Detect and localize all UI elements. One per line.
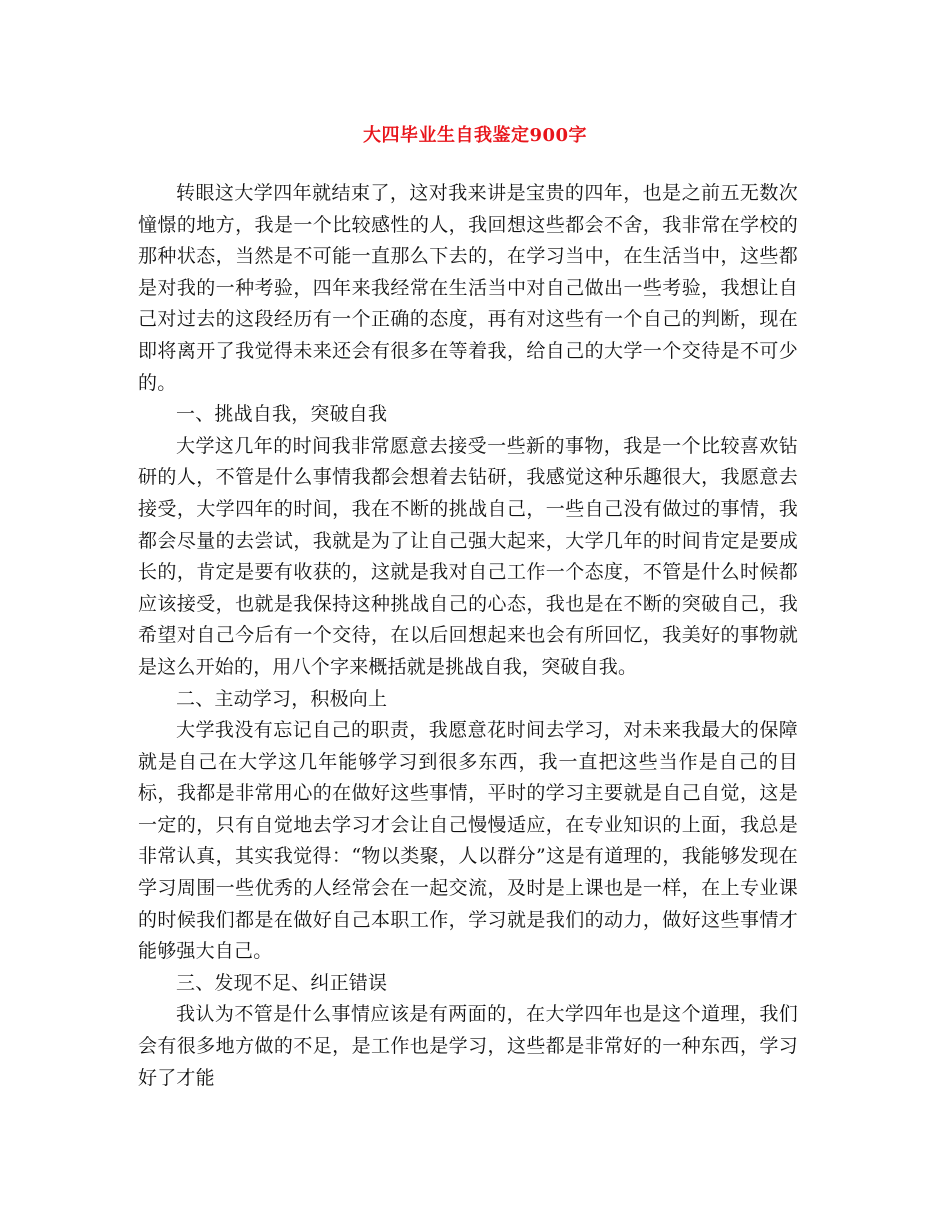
paragraph-section-3: 我认为不管是什么事情应该是有两面的，在大学四年也是这个道理，我们会有很多地方做的不足，是工作也是学习，这些都是非常好的一种东西，学习好了才能 [138, 1003, 798, 1089]
section-heading-2: 二、主动学习，积极向上 [176, 687, 388, 710]
paragraph-section-1: 大学这几年的时间我非常愿意去接受一些新的事物，我是一个比较喜欢钻研的人，不管是什么事情我都会想着去钻研，我感觉这种乐趣很大，我愿意去接受，大学四年的时间，我在不断的挑战自己，一些自己没有做过的事情，我都会尽量的去尝试，我就是为了让自己强大起来，大学几年的时间肯定是要成长的，肯定是要有收获的，这就是我对自己工作一个态度，不管是什么时候都应该接受，也就是我保持这种挑战自己的心态，我也是在不断的突破自己，我希望对自己今后有一个交待，在以后回想起来也会有所回忆，我美好的事物就是这么开始的，用八个字来概括就是挑战自我，突破自我。 [138, 434, 798, 678]
section-heading-1: 一、挑战自我，突破自我 [176, 403, 388, 426]
document-body [138, 178, 798, 1094]
paragraph-intro: 转眼这大学四年就结束了，这对我来讲是宝贵的四年，也是之前五无数次憧憬的地方，我是一个比较感性的人，我回想这些都会不舍，我非常在学校的那种状态，当然是不可能一直那么下去的，在学习当中，在生活当中，这些都是对我的一种考验，四年来我经常在生活当中对自己做出一些考验，我想让自己对过去的这段经历有一个正确的态度，再有对这些有一个自己的判断，现在即将离开了我觉得未来还会有很多在等着我，给自己的大学一个交待是不可少的。 [138, 182, 798, 394]
section-heading-3: 三、发现不足、纠正错误 [176, 971, 388, 994]
document-title: 大四毕业生自我鉴定900字 [362, 125, 588, 146]
paragraph-section-2: 大学我没有忘记自己的职责，我愿意花时间去学习，对未来我最大的保障就是自己在大学这几年能够学习到很多东西，我一直把这些当作是自己的目标，我都是非常用心的在做好这些事情，平时的学习主要就是自己自觉，这是一定的，只有自觉地去学习才会让自己慢慢适应，在专业知识的上面，我总是非常认真，其实我觉得：“物以类聚，人以群分”这是有道理的，我能够发现在学习周围一些优秀的人经常会在一起交流，及时是上课也是一样，在上专业课的时候我们都是在做好自己本职工作，学习就是我们的动力，做好这些事情才能够强大自己。 [138, 719, 798, 963]
